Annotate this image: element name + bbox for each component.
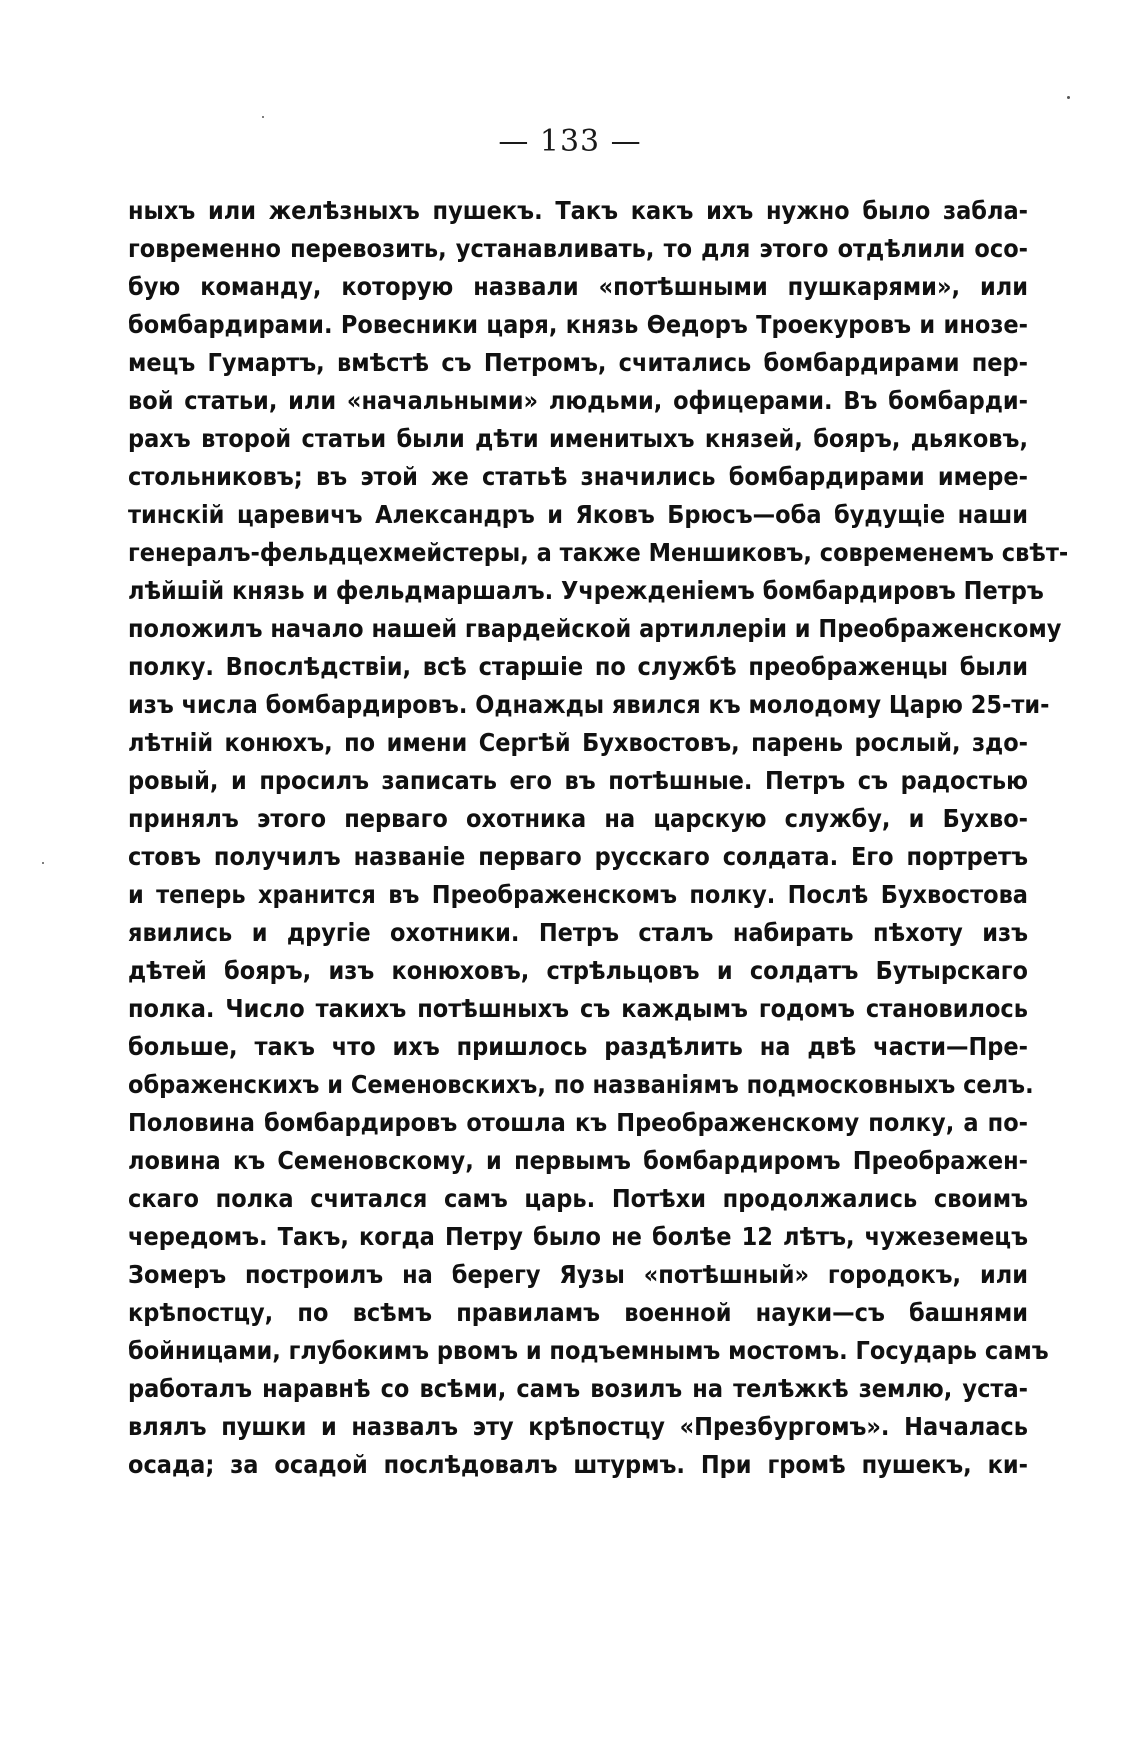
text-line: ныхъ или желѣзныхъ пушекъ. Такъ какъ ихъ нужно было забла- xyxy=(128,196,1028,225)
text-line: работалъ наравнѣ со всѣми, самъ возилъ на телѣжкѣ землю, уста- xyxy=(128,1374,1028,1403)
text-line: Зомеръ построилъ на берегу Яузы «потѣшный» городокъ, или xyxy=(128,1260,1028,1289)
text-line: принялъ этого перваго охотника на царскую службу, и Бухво- xyxy=(128,804,1028,833)
text-line: стовъ получилъ названіе перваго русскаго солдата. Его портретъ xyxy=(128,842,1028,871)
text-line: рахъ второй статьи были дѣти именитыхъ князей, бояръ, дьяковъ, xyxy=(128,424,1028,453)
text-line: говременно перевозить, устанавливать, то для этого отдѣлили осо- xyxy=(128,234,1028,263)
text-line: лѣйшій князь и фельдмаршалъ. Учрежденіемъ бомбардировъ Петръ xyxy=(128,576,1044,605)
text-line: тинскій царевичъ Александръ и Яковъ Брюсъ—оба будущіе наши xyxy=(128,500,1028,529)
text-line: полку. Впослѣдствіи, всѣ старшіе по службѣ преображенцы были xyxy=(128,652,1028,681)
text-line: ображенскихъ и Семеновскихъ, по названіямъ подмосковныхъ селъ. xyxy=(128,1070,1034,1099)
text-line: ровый, и просилъ записать его въ потѣшные. Петръ съ радостью xyxy=(128,766,1028,795)
body-text xyxy=(128,192,1069,1484)
print-speck xyxy=(1067,96,1070,99)
text-line: и теперь хранится въ Преображенскомъ полку. Послѣ Бухвостова xyxy=(128,880,1028,909)
text-line: явились и другіе охотники. Петръ сталъ набирать пѣхоту изъ xyxy=(128,918,1028,947)
text-line: мецъ Гумартъ, вмѣстѣ съ Петромъ, считались бомбардирами пер- xyxy=(128,348,1028,377)
text-line: бойницами, глубокимъ рвомъ и подъемнымъ мостомъ. Государь самъ xyxy=(128,1336,1049,1365)
print-speck xyxy=(262,116,264,118)
text-line: стольниковъ; въ этой же статьѣ значились бомбардирами имере- xyxy=(128,462,1028,491)
text-line: бомбардирами. Ровесники царя, князь Ѳедоръ Троекуровъ и инозе- xyxy=(128,310,1028,339)
text-line: Половина бомбардировъ отошла къ Преображенскому полку, а по- xyxy=(128,1108,1028,1137)
text-line: лѣтній конюхъ, по имени Сергѣй Бухвостовъ, парень рослый, здо- xyxy=(128,728,1028,757)
text-line: крѣпостцу, по всѣмъ правиламъ военной науки—съ башнями xyxy=(128,1298,1028,1327)
text-line: бую команду, которую назвали «потѣшными пушкарями», или xyxy=(128,272,1028,301)
text-line: дѣтей бояръ, изъ конюховъ, стрѣльцовъ и солдатъ Бутырскаго xyxy=(128,956,1028,985)
text-line: полка. Число такихъ потѣшныхъ съ каждымъ годомъ становилось xyxy=(128,994,1028,1023)
text-line: чередомъ. Такъ, когда Петру было не болѣе 12 лѣтъ, чужеземецъ xyxy=(128,1222,1028,1251)
text-line: положилъ начало нашей гвардейской артиллеріи и Преображенскому xyxy=(128,614,1062,643)
text-line: генералъ-фельдцехмейстеры, а также Меншиковъ, современемъ свѣт- xyxy=(128,538,1069,567)
text-line: изъ числа бомбардировъ. Однажды явился къ молодому Царю 25-ти- xyxy=(128,690,1050,719)
text-line: скаго полка считался самъ царь. Потѣхи продолжались своимъ xyxy=(128,1184,1028,1213)
text-line: влялъ пушки и назвалъ эту крѣпостцу «Презбургомъ». Началась xyxy=(128,1412,1028,1441)
text-line: вой статьи, или «начальными» людьми, офицерами. Въ бомбарди- xyxy=(128,386,1028,415)
text-line: осада; за осадой послѣдовалъ штурмъ. При громѣ пушекъ, ки- xyxy=(128,1450,1028,1479)
print-speck xyxy=(42,862,44,864)
text-line: ловина къ Семеновскому, и первымъ бомбардиромъ Преображен- xyxy=(128,1146,1028,1175)
page-number: — 133 — xyxy=(498,124,642,159)
text-line: больше, такъ что ихъ пришлось раздѣлить на двѣ части—Пре- xyxy=(128,1032,1028,1061)
